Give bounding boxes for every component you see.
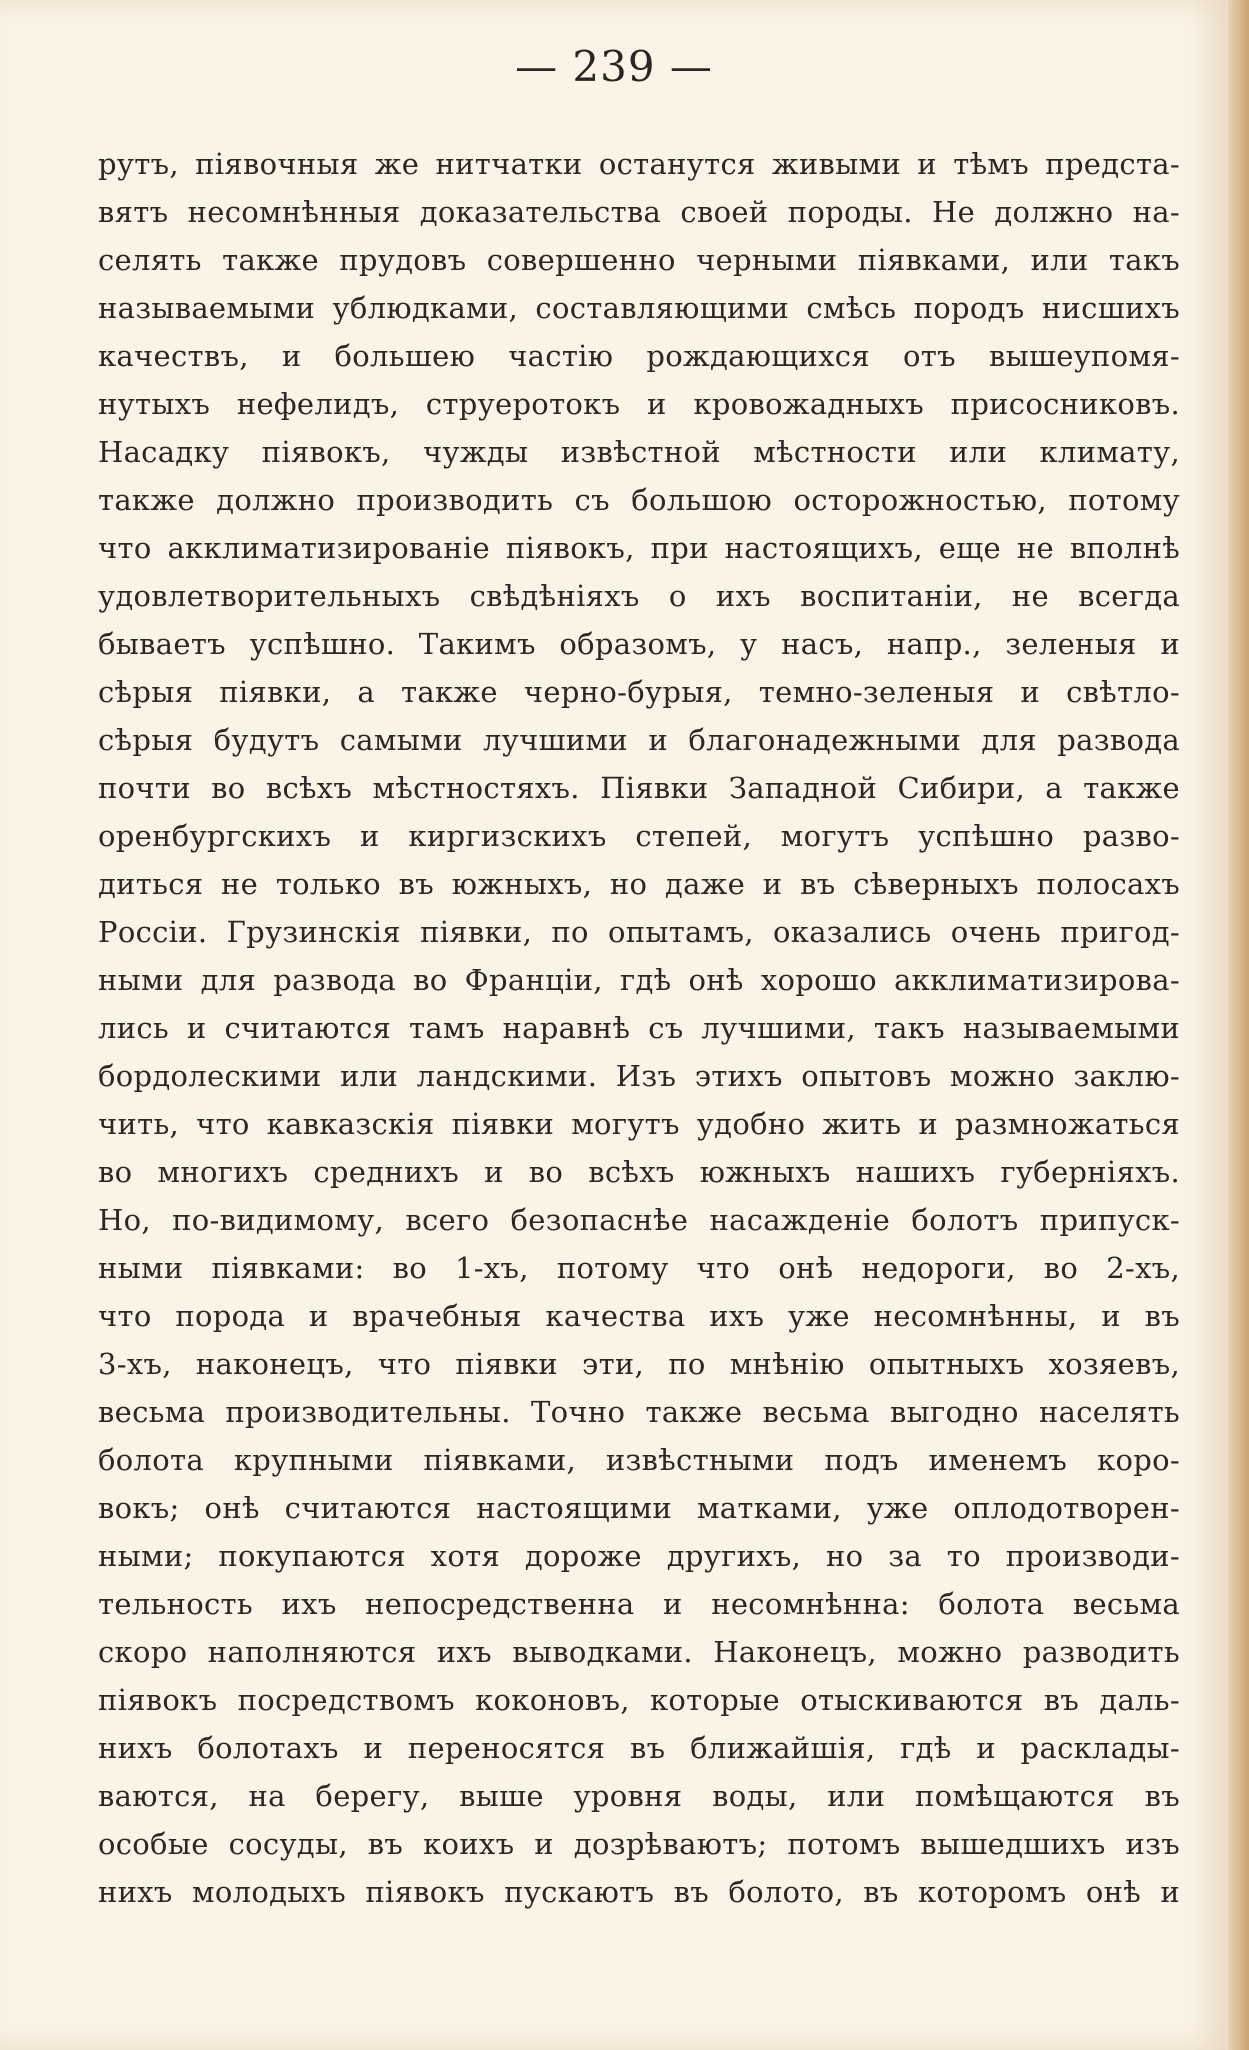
text-line: называемыми ублюдками, составляющими смѣсь породъ нисшихъ (98, 291, 1180, 325)
text-line: тельность ихъ непосредственна и несомнѣнна: болота весьма (98, 1587, 1180, 1621)
text-line: 3-хъ, наконецъ, что піявки эти, по мнѣнію опытныхъ хозяевъ, (98, 1347, 1180, 1381)
text-line: нутыхъ нефелидъ, струеротокъ и кровожадныхъ присосниковъ. (98, 387, 1180, 421)
text-line: что акклиматизированіе піявокъ, при настоящихъ, еще не вполнѣ (98, 531, 1180, 565)
text-line: сѣрыя будутъ самыми лучшими и благонадежными для развода (98, 723, 1180, 757)
text-line: удовлетворительныхъ свѣдѣніяхъ о ихъ воспитаніи, не всегда (98, 579, 1180, 613)
body-text (98, 140, 1180, 1916)
text-line: весьма производительны. Точно также весьма выгодно населять (98, 1395, 1180, 1429)
text-line: ными для развода во Франціи, гдѣ онѣ хорошо акклиматизирова- (98, 963, 1180, 997)
text-line: оренбургскихъ и киргизскихъ степей, могутъ успѣшно разво- (98, 819, 1180, 853)
text-line: во многихъ среднихъ и во всѣхъ южныхъ нашихъ губерніяхъ. (98, 1155, 1180, 1189)
text-line: диться не только въ южныхъ, но даже и въ сѣверныхъ полосахъ (98, 867, 1180, 901)
text-line: Россіи. Грузинскія піявки, по опытамъ, оказались очень пригод- (98, 915, 1180, 949)
text-line: ваются, на берегу, выше уровня воды, или помѣщаются въ (98, 1779, 1180, 1813)
text-line: вокъ; онѣ считаются настоящими матками, уже оплодотворен- (98, 1491, 1180, 1525)
text-line: качествъ, и большею частію рождающихся отъ вышеупомя- (98, 339, 1180, 373)
text-line: бываетъ успѣшно. Такимъ образомъ, у насъ, напр., зеленыя и (98, 627, 1180, 661)
text-line: ными піявками: во 1-хъ, потому что онѣ недороги, во 2-хъ, (98, 1251, 1180, 1285)
text-line: особые сосуды, въ коихъ и дозрѣваютъ; потомъ вышедшихъ изъ (98, 1827, 1180, 1861)
text-line: бордолескими или ландскими. Изъ этихъ опытовъ можно заклю- (98, 1059, 1180, 1093)
text-line: Насадку піявокъ, чужды извѣстной мѣстности или климату, (98, 435, 1180, 469)
page-edge (1228, 0, 1249, 2050)
text-line: селять также прудовъ совершенно черными піявками, или такъ (98, 243, 1180, 277)
text-line: Но, по-видимому, всего безопаснѣе насажденіе болотъ припуск- (98, 1203, 1180, 1237)
text-line: чить, что кавказскія піявки могутъ удобно жить и размножаться (98, 1107, 1180, 1141)
text-line: что порода и врачебныя качества ихъ уже несомнѣнны, и въ (98, 1299, 1180, 1333)
text-line: скоро наполняются ихъ выводками. Наконецъ, можно разводить (98, 1635, 1180, 1669)
text-line: вятъ несомнѣнныя доказательства своей породы. Не должно на- (98, 195, 1180, 229)
text-line: нихъ болотахъ и переносятся въ ближайшія, гдѣ и расклады- (98, 1731, 1180, 1765)
text-line: піявокъ посредствомъ коконовъ, которые отыскиваются въ даль- (98, 1683, 1180, 1717)
text-line: лись и считаются тамъ наравнѣ съ лучшими, такъ называемыми (98, 1011, 1180, 1045)
text-line: сѣрыя піявки, а также черно-бурыя, темно-зеленыя и свѣтло- (98, 675, 1180, 709)
text-line: болота крупными піявками, извѣстными подъ именемъ коро- (98, 1443, 1180, 1477)
text-line: ными; покупаются хотя дороже другихъ, но за то производи- (98, 1539, 1180, 1573)
text-line: также должно производить съ большою осторожностью, потому (98, 483, 1180, 517)
text-line: рутъ, піявочныя же нитчатки останутся живыми и тѣмъ предста- (98, 147, 1180, 181)
page-number: — 239 — (515, 42, 713, 91)
text-line: почти во всѣхъ мѣстностяхъ. Піявки Западной Сибири, а также (98, 771, 1180, 805)
text-line: нихъ молодыхъ піявокъ пускаютъ въ болото, въ которомъ онѣ и (98, 1875, 1180, 1909)
